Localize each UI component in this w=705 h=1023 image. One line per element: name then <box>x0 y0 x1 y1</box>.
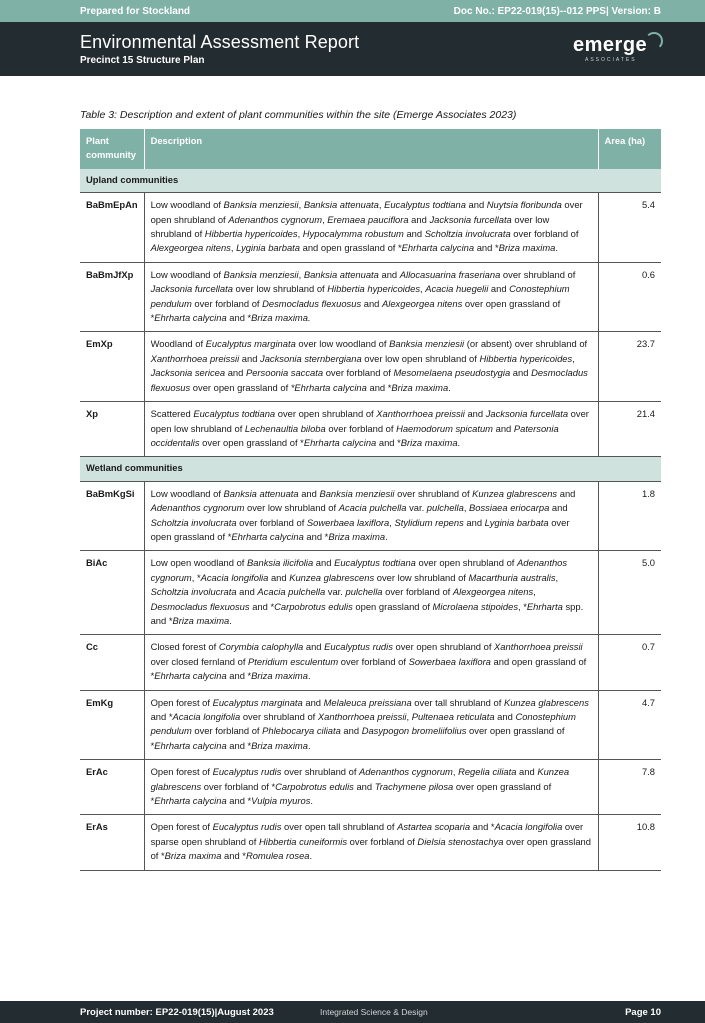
community-area: 0.7 <box>598 635 661 690</box>
plant-communities-table <box>80 129 661 871</box>
table-row <box>80 760 661 815</box>
community-description: Woodland of Eucalyptus marginata over low woodland of Banksia menziesii (or absent) over shrubland of Xanthorrhoea preissii and Jacksonia sternbergiana over low open shrubland of Hibbertia hypericoides, Jacksonia sericea and Persoonia saccata over forbland of Mesomelaena pseudostygia and Desmocladus flexuosus over open grassland of *Ehrharta calycina and *Briza maxima. <box>144 332 598 402</box>
section-row-wetland <box>80 457 661 481</box>
community-area: 4.7 <box>598 690 661 760</box>
community-code: BiAc <box>80 551 144 635</box>
table-row <box>80 481 661 551</box>
community-code: Cc <box>80 635 144 690</box>
table-row <box>80 262 661 332</box>
table-row <box>80 815 661 870</box>
logo-wordmark: emerge <box>573 34 648 56</box>
community-description: Open forest of Eucalyptus marginata and Melaleuca preissiana over tall shrubland of Kunzea glabrescens and *Acacia longifolia over shrubland of Xanthorrhoea preissii, Pultenaea reticulata and Conostephium pendulum over forbland of Phlebocarya ciliata and Dasypogon bromeliifolius over open grassland of *Ehrharta calycina and *Briza maxima. <box>144 690 598 760</box>
table-row <box>80 332 661 402</box>
community-area: 5.0 <box>598 551 661 635</box>
community-description: Low woodland of Banksia menziesii, Banksia attenuata, Eucalyptus todtiana and Nuytsia floribunda over open shrubland of Adenanthos cygnorum, Eremaea pauciflora and Jacksonia furcellata over low shrubland of Hibbertia hypericoides, Hypocalymma robustum and Scholtzia involucrata over forbland of Alexgeorgea nitens, Lyginia barbata and open grassland of *Ehrharta calycina and *Briza maxima. <box>144 193 598 263</box>
page-number: Page 10 <box>625 1006 661 1018</box>
community-code: BaBmEpAn <box>80 193 144 263</box>
header-plant-community: Plant community <box>80 129 144 169</box>
logo-subtext: ASSOCIATES <box>585 57 637 63</box>
community-description: Low woodland of Banksia menziesii, Banksia attenuata and Allocasuarina fraseriana over shrubland of Jacksonia furcellata over low shrubland of Hibbertia hypericoides, Acacia huegelii and Conostephium pendulum over forbland of Desmocladus flexuosus and Alexgeorgea nitens over open grassland of *Ehrharta calycina and *Briza maxima. <box>144 262 598 332</box>
emerge-logo <box>573 34 663 64</box>
community-description: Open forest of Eucalyptus rudis over open tall shrubland of Astartea scoparia and *Acacia longifolia over sparse open shrubland of Hibbertia cuneiformis over forbland of Dielsia stenostachya over open grassland of *Briza maxima and *Romulea rosea. <box>144 815 598 870</box>
table-row <box>80 635 661 690</box>
community-area: 23.7 <box>598 332 661 402</box>
community-description: Open forest of Eucalyptus rudis over shrubland of Adenanthos cygnorum, Regelia ciliata and Kunzea glabrescens over forbland of *Carpobrotus edulis and Trachymene pilosa over open grassland of *Ehrharta calycina and *Vulpia myuros. <box>144 760 598 815</box>
community-code: EmKg <box>80 690 144 760</box>
report-title: Environmental Assessment Report <box>80 32 360 52</box>
page-footer <box>0 1001 705 1023</box>
report-subtitle: Precinct 15 Structure Plan <box>80 55 205 66</box>
section-row-upland <box>80 169 661 193</box>
table-row <box>80 551 661 635</box>
project-number: Project number: EP22-019(15)|August 2023 <box>80 1006 274 1018</box>
community-description: Low open woodland of Banksia ilicifolia and Eucalyptus todtiana over open shrubland of Adenanthos cygnorum, *Acacia longifolia and Kunzea glabrescens over low shrubland of Macarthuria australis, Scholtzia involucrata and Acacia pulchella var. pulchella over forbland of Alexgeorgea nitens, Desmocladus flexuosus and *Carpobrotus edulis open grassland of Microlaena stipoides, *Ehrharta spp. and *Briza maxima. <box>144 551 598 635</box>
community-code: BaBmJfXp <box>80 262 144 332</box>
document-number: Doc No.: EP22-019(15)--012 PPS| Version: B <box>453 5 661 17</box>
community-area: 0.6 <box>598 262 661 332</box>
community-code: Xp <box>80 402 144 457</box>
community-area: 21.4 <box>598 402 661 457</box>
community-code: BaBmKgSi <box>80 481 144 551</box>
community-description: Low woodland of Banksia attenuata and Banksia menziesii over shrubland of Kunzea glabrescens and Adenanthos cygnorum over low shrubland of Acacia pulchella var. pulchella, Bossiaea eriocarpa and Scholtzia involucrata over forbland of Sowerbaea laxiflora, Stylidium repens and Lyginia barbata over open grassland of *Ehrharta calycina and *Briza maxima. <box>144 481 598 551</box>
community-code: ErAs <box>80 815 144 870</box>
community-description: Scattered Eucalyptus todtiana over open shrubland of Xanthorrhoea preissii and Jacksonia furcellata over open low shrubland of Lechenaultia biloba over forbland of Haemodorum spicatum and Patersonia occidentalis over open grassland of *Ehrharta calycina and *Briza maxima. <box>144 402 598 457</box>
table-row <box>80 193 661 263</box>
community-code: ErAc <box>80 760 144 815</box>
community-area: 10.8 <box>598 815 661 870</box>
table-caption: Table 3: Description and extent of plant communities within the site (Emerge Associates 2023) <box>80 109 517 121</box>
community-area: 5.4 <box>598 193 661 263</box>
table-row <box>80 402 661 457</box>
table-row <box>80 690 661 760</box>
report-header <box>0 22 705 76</box>
community-code: EmXp <box>80 332 144 402</box>
prepared-for: Prepared for Stockland <box>80 5 191 17</box>
community-description: Closed forest of Corymbia calophylla and Eucalyptus rudis over open shrubland of Xanthorrhoea preissii over closed fernland of Pteridium esculentum over forbland of Sowerbaea laxiflora and open grassland of *Ehrharta calycina and *Briza maxima. <box>144 635 598 690</box>
section-label: Wetland communities <box>80 457 661 481</box>
top-bar <box>0 0 705 22</box>
logo-swoosh-icon <box>645 32 663 50</box>
community-area: 1.8 <box>598 481 661 551</box>
table-header-row <box>80 129 661 169</box>
footer-tagline: Integrated Science & Design <box>320 1007 428 1017</box>
header-area: Area (ha) <box>598 129 661 169</box>
section-label: Upland communities <box>80 169 661 193</box>
community-area: 7.8 <box>598 760 661 815</box>
header-description: Description <box>144 129 598 169</box>
